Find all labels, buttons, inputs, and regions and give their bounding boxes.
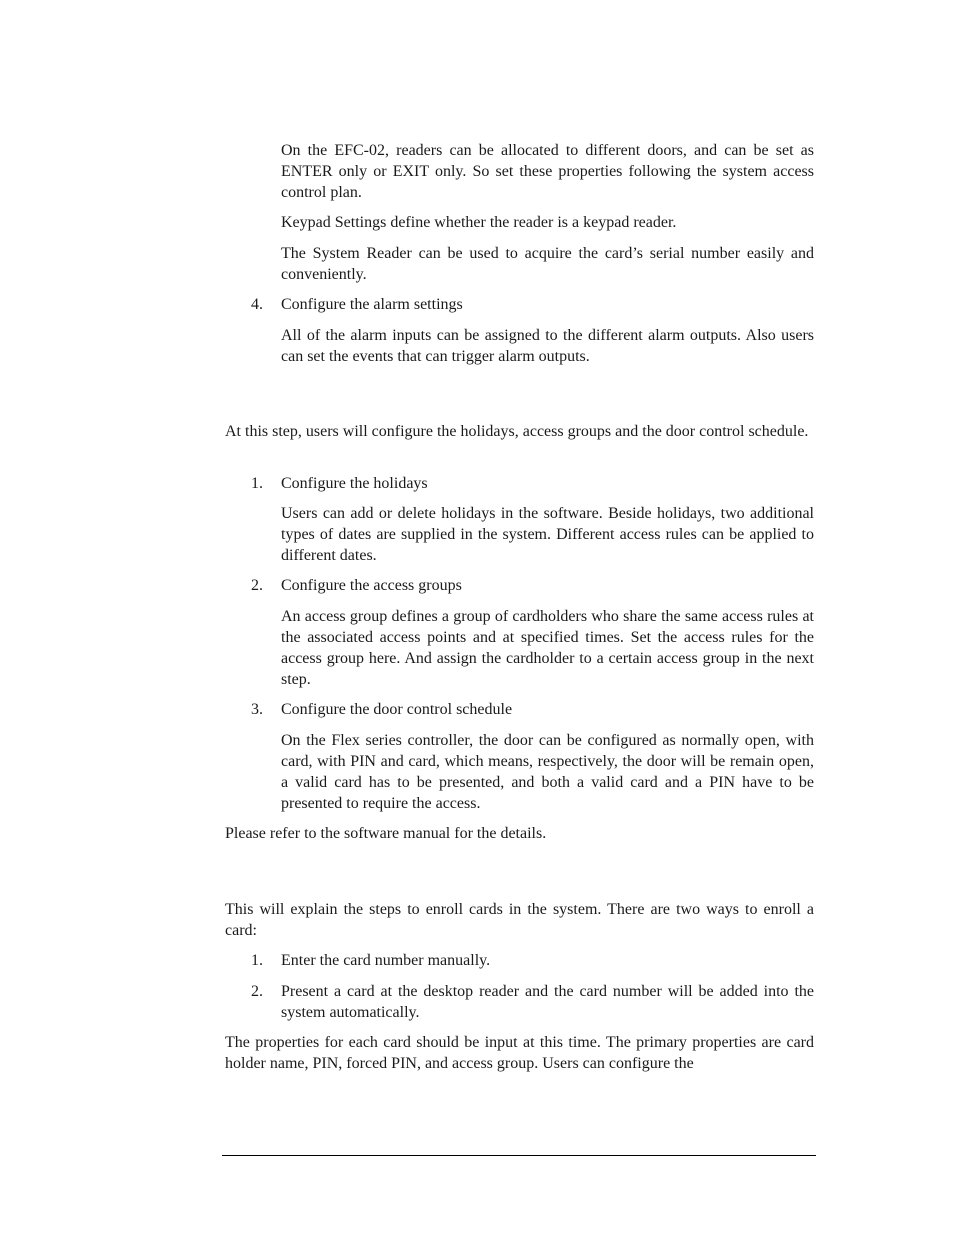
software-manual-note: Please refer to the software manual for the details. bbox=[225, 825, 547, 842]
alarm-step-title: Configure the alarm settings bbox=[281, 296, 463, 313]
enroll-intro-paragraph: This will explain the steps to enroll cards in the system. There are two ways to enroll a card: bbox=[225, 901, 814, 939]
holidays-step-number: 1. bbox=[251, 475, 263, 492]
enroll-step-text: Present a card at the desktop reader and the card number will be added into the system automatically. bbox=[281, 983, 814, 1021]
access-groups-step-number: 2. bbox=[251, 577, 263, 594]
reader-allocation-paragraph: On the EFC-02, readers can be allocated to different doors, and can be set as ENTER only or EXIT only. So set these properties following the system access control plan. bbox=[281, 142, 814, 201]
schedule-intro-paragraph: At this step, users will configure the holidays, access groups and the door control schedule. bbox=[225, 423, 809, 440]
keypad-settings-paragraph: Keypad Settings define whether the reader is a keypad reader. bbox=[281, 214, 677, 231]
enroll-step-number: 1. bbox=[251, 952, 263, 969]
holidays-step-title: Configure the holidays bbox=[281, 475, 428, 492]
access-groups-step-title: Configure the access groups bbox=[281, 577, 462, 594]
alarm-step-body: All of the alarm inputs can be assigned to the different alarm outputs. Also users can set the events that can trigger alarm outputs. bbox=[281, 327, 814, 365]
enroll-step-number: 2. bbox=[251, 983, 263, 1000]
door-schedule-step-body: On the Flex series controller, the door can be configured as normally open, with card, with PIN and card, which means, respectively, the door will be remain open, a valid card has to be presented, and both a valid card and a PIN have to be presented to require the access. bbox=[281, 732, 814, 812]
door-schedule-step-number: 3. bbox=[251, 701, 263, 718]
system-reader-paragraph: The System Reader can be used to acquire the card’s serial number easily and conveniently. bbox=[281, 245, 814, 283]
door-schedule-step-title: Configure the door control schedule bbox=[281, 701, 513, 718]
access-groups-step-body: An access group defines a group of cardholders who share the same access rules at the associated access points and at specified times. Set the access rules for the access group here. And assign the cardholder to a certain access group in the next step. bbox=[281, 608, 814, 688]
holidays-step-body: Users can add or delete holidays in the software. Beside holidays, two additional types of dates are supplied in the system. Different access rules can be applied to different dates. bbox=[281, 505, 814, 564]
footer-divider bbox=[222, 1155, 816, 1156]
enroll-step-text: Enter the card number manually. bbox=[281, 952, 491, 969]
card-properties-paragraph: The properties for each card should be input at this time. The primary properties are card holder name, PIN, forced PIN, and access group. Users can configure the bbox=[225, 1034, 814, 1072]
alarm-step-number: 4. bbox=[251, 296, 263, 313]
